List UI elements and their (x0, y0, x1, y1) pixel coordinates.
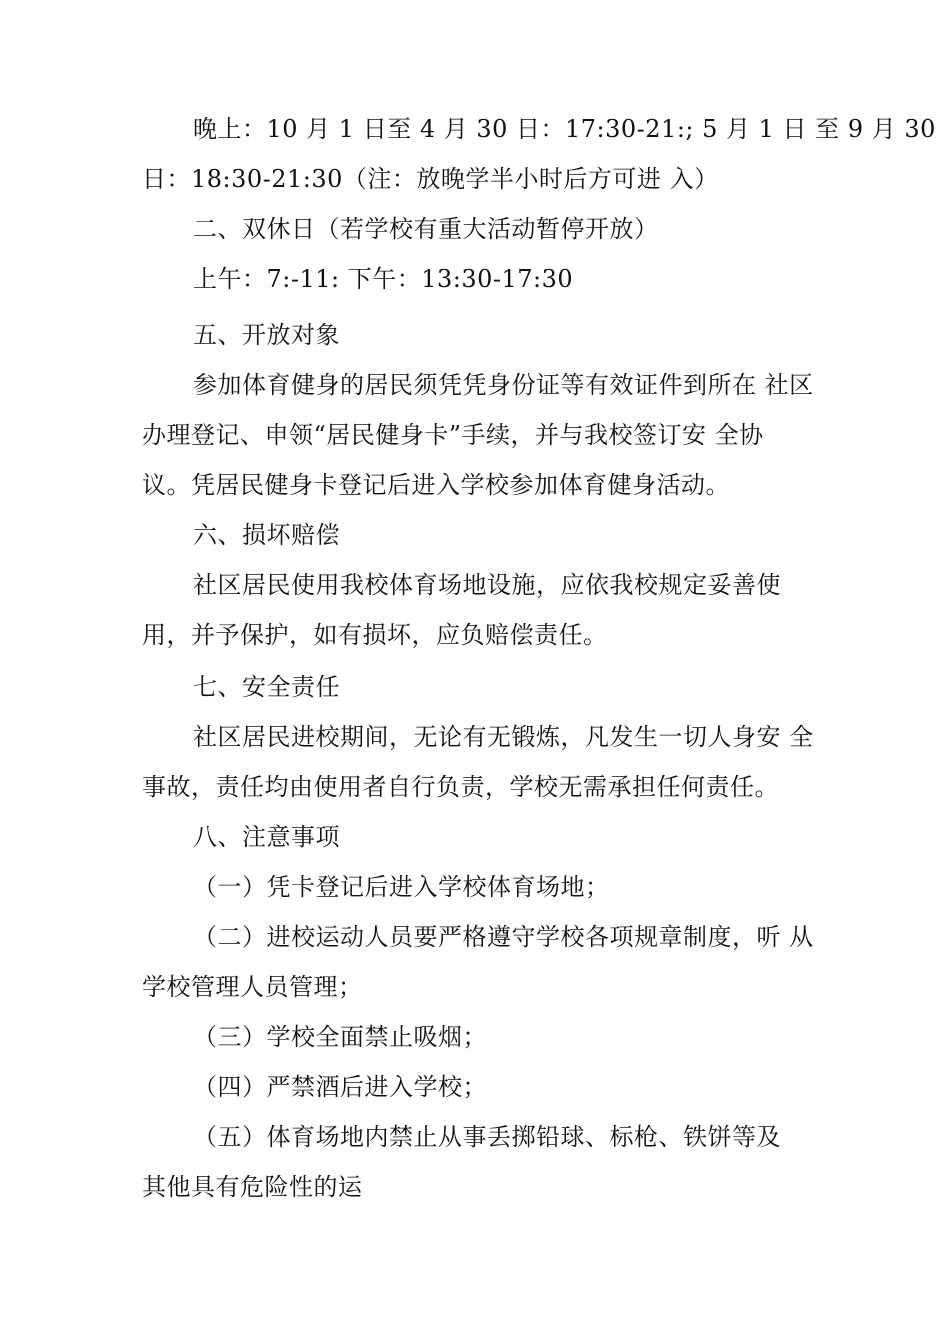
text-line: 其他具有危险性的运 (142, 1173, 363, 1201)
text-line: 办理登记、申领“居民健身卡”手续，并与我校签订安 全协 (142, 421, 764, 449)
section-heading: 六、损坏赔偿 (193, 521, 340, 549)
list-item: （二）进校运动人员要严格遵守学校各项规章制度，听 从 (193, 923, 814, 951)
list-item: （四）严禁酒后进入学校； (193, 1073, 487, 1101)
list-item: （五）体育场地内禁止从事丢掷铅球、标枪、铁饼等及 (193, 1123, 781, 1151)
list-item: （一）凭卡登记后进入学校体育场地； (193, 873, 610, 901)
list-item: （三）学校全面禁止吸烟； (193, 1023, 487, 1051)
text-line: 社区居民使用我校体育场地设施，应依我校规定妥善使 (193, 571, 781, 599)
section-heading: 八、注意事项 (193, 823, 340, 851)
text-line: 议。凭居民健身卡登记后进入学校参加体育健身活动。 (142, 471, 730, 499)
text-line: 晚上：10 月 1 日至 4 月 30 日：17:30-21:; 5 月 1 日 至 9 月 30 (193, 115, 936, 143)
text-line: 上午：7:-11: 下午：13:30-17:30 (193, 265, 574, 293)
text-line: 用，并予保护，如有损坏，应负赔偿责任。 (142, 621, 608, 649)
text-line: 日：18:30-21:30（注：放晚学半小时后方可进 入） (142, 165, 719, 193)
text-line: 学校管理人员管理； (142, 973, 363, 1001)
text-line: 事故，责任均由使用者自行负责，学校无需承担任何责任。 (142, 773, 779, 801)
text-line: 社区居民进校期间，无论有无锻炼，凡发生一切人身安 全 (193, 723, 814, 751)
section-heading: 七、安全责任 (193, 673, 340, 701)
section-subheading: 二、双休日（若学校有重大活动暂停开放） (193, 215, 659, 243)
section-heading: 五、开放对象 (193, 321, 340, 349)
text-line: 参加体育健身的居民须凭凭身份证等有效证件到所在 社区 (193, 371, 814, 399)
